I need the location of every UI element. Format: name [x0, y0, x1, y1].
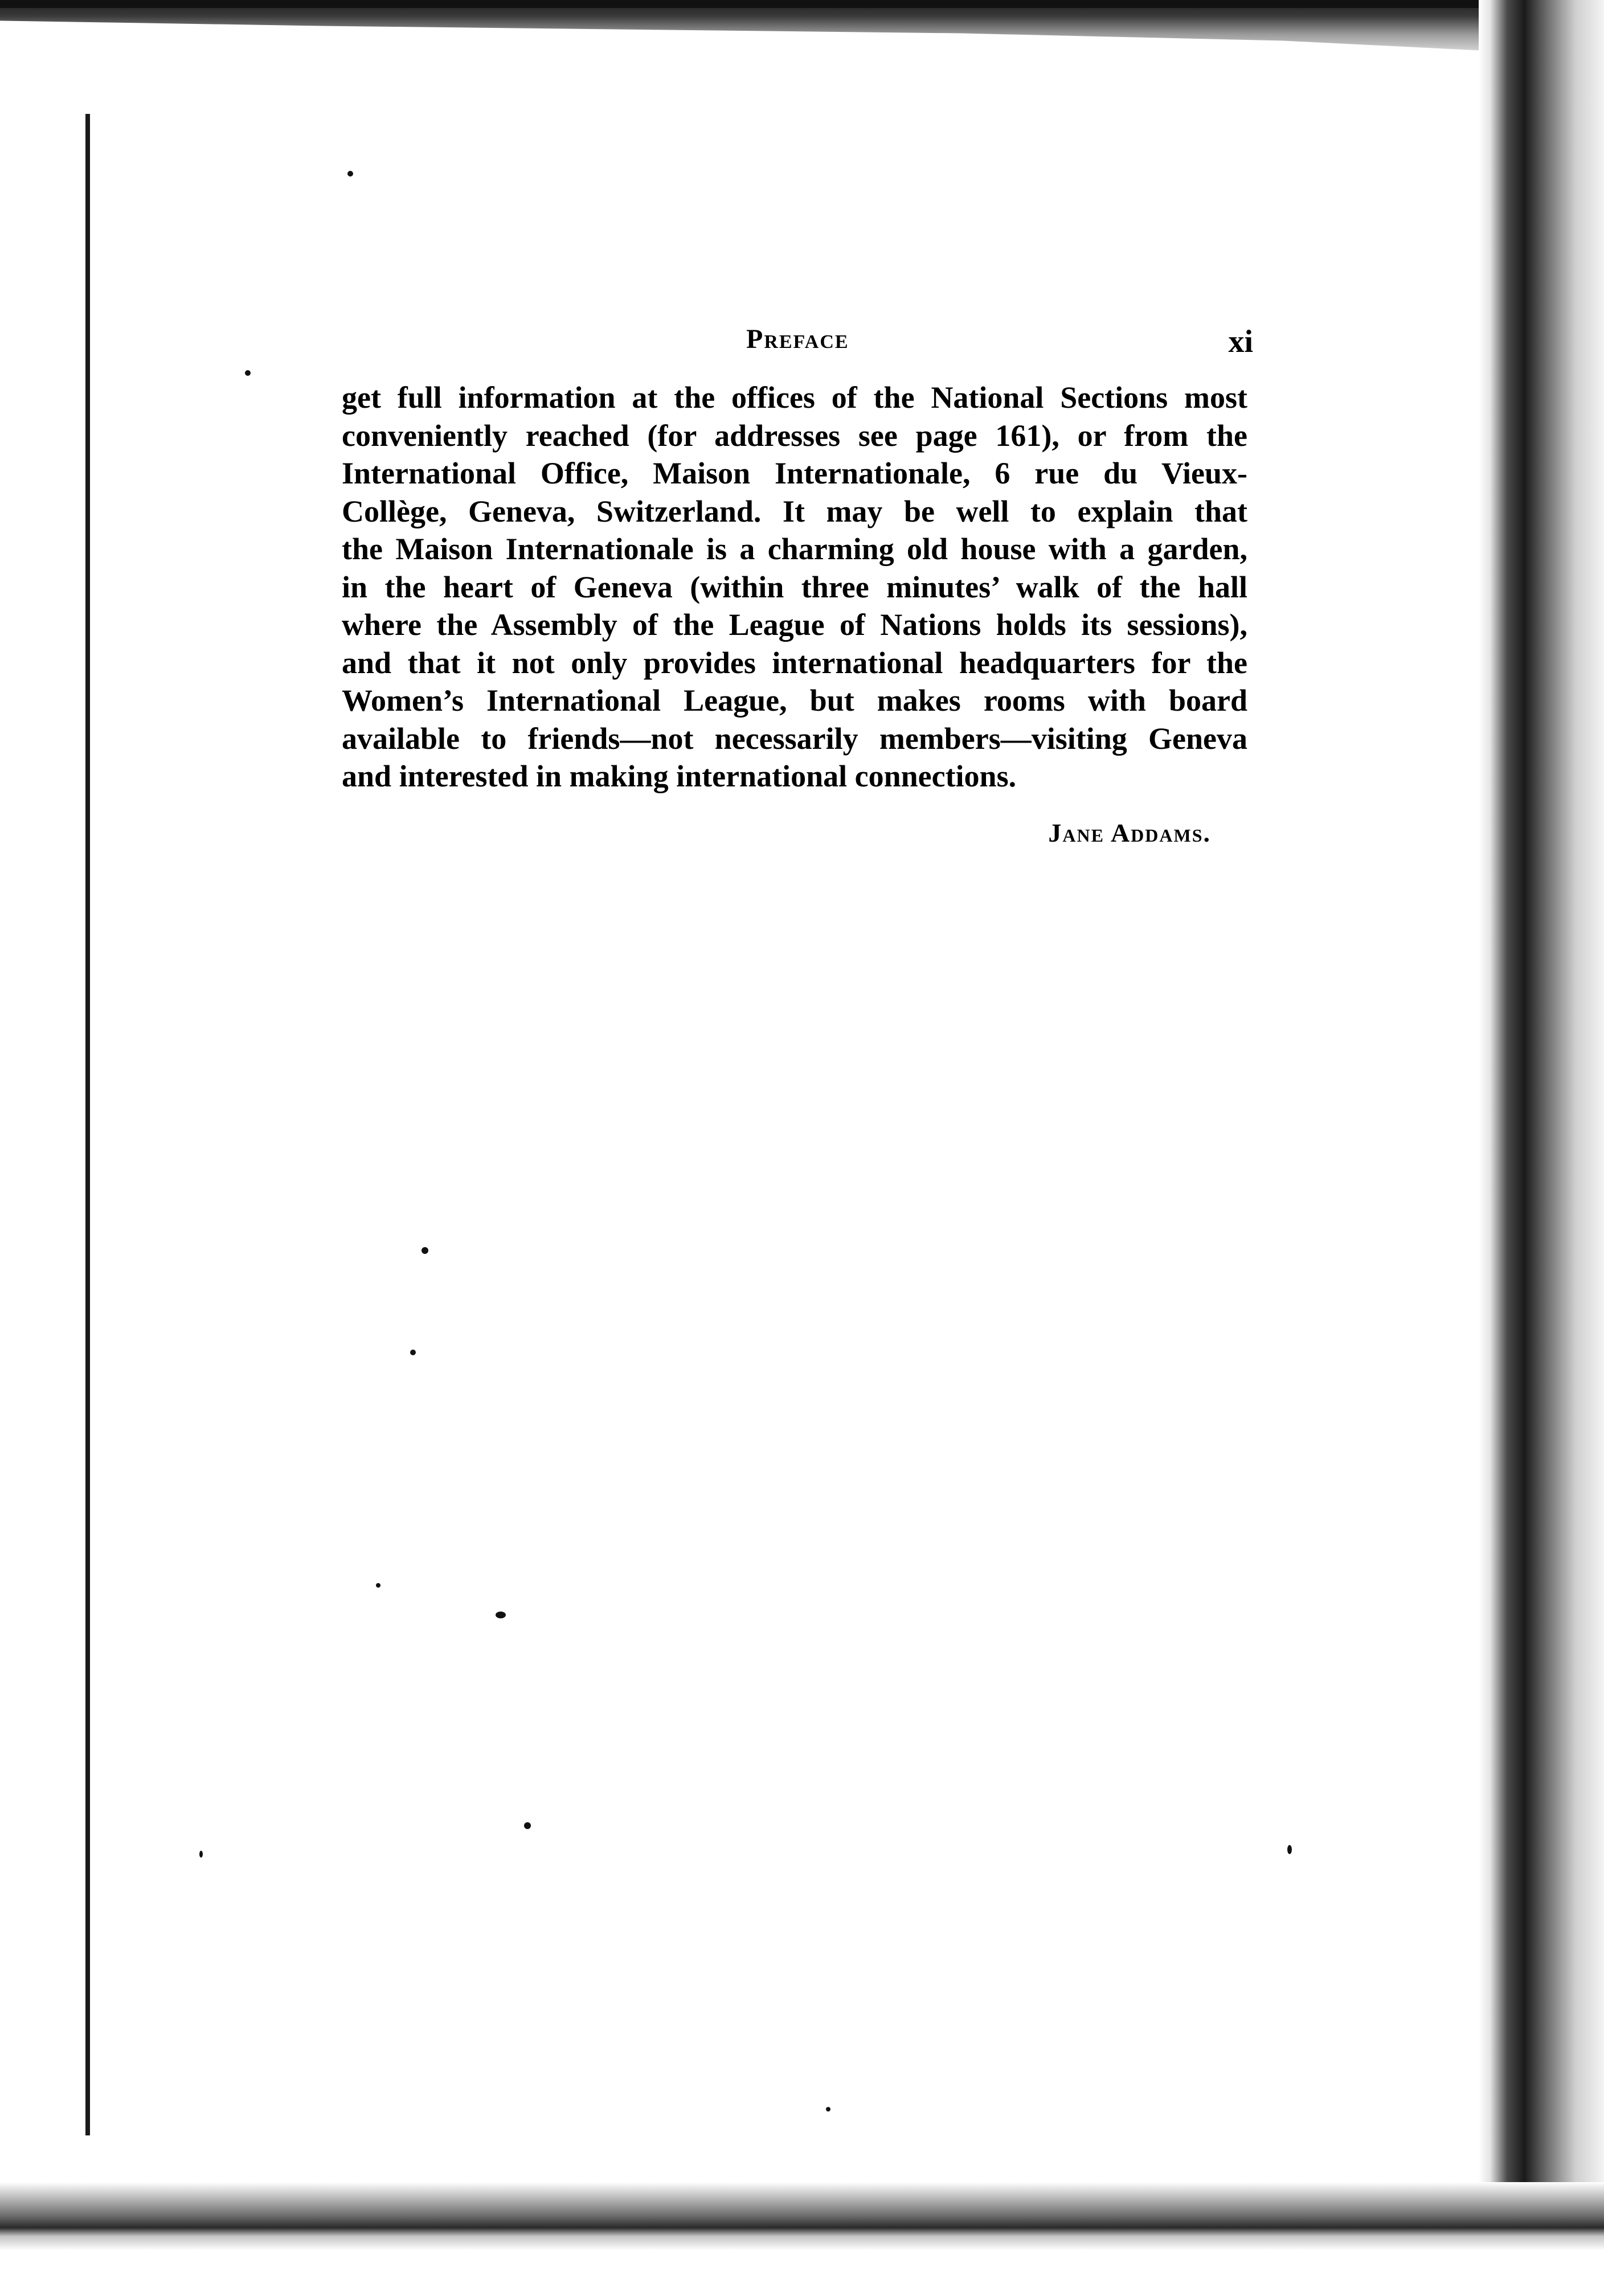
author-signature: Jane Addams. — [1048, 818, 1211, 847]
speck — [496, 1612, 506, 1618]
scan-top-border — [0, 0, 1604, 8]
speck — [347, 171, 353, 177]
scan-top-edge — [0, 0, 1604, 74]
speck — [199, 1851, 203, 1858]
scan-bottom-edge — [0, 2182, 1604, 2296]
speck — [826, 2107, 830, 2112]
page-number: xi — [1228, 324, 1253, 359]
text-line: Women’s International League, but makes rooms with board — [342, 683, 1247, 718]
text-line: conveniently reached (for addresses see page 161), or from the — [342, 418, 1247, 453]
speck — [410, 1350, 416, 1355]
text-line: get full information at the offices of the National Sections most — [342, 380, 1247, 415]
page-header — [342, 319, 1253, 364]
speck — [422, 1247, 428, 1254]
text-line: and that it not only provides international headquarters for the — [342, 645, 1247, 680]
body-paragraph — [342, 379, 1247, 796]
text-line: and interested in making international connections. — [342, 759, 1017, 793]
speck — [524, 1822, 531, 1829]
text-line: where the Assembly of the League of Nations holds its sessions), — [342, 608, 1247, 642]
scan-right-edge — [1479, 0, 1604, 2296]
running-head: Preface — [746, 324, 849, 354]
text-line: International Office, Maison Internationale, 6 rue du Vieux- — [342, 456, 1247, 490]
speck — [245, 370, 251, 376]
scan-left-edge — [85, 114, 90, 2135]
text-line: Collège, Geneva, Switzerland. It may be well to explain that — [342, 494, 1247, 528]
speck — [376, 1583, 380, 1588]
text-line: the Maison Internationale is a charming old house with a garden, — [342, 532, 1247, 566]
text-line: in the heart of Geneva (within three minutes’ walk of the hall — [342, 569, 1247, 604]
speck — [1287, 1845, 1292, 1854]
text-line: available to friends—not necessarily members—visiting Geneva — [342, 721, 1247, 756]
